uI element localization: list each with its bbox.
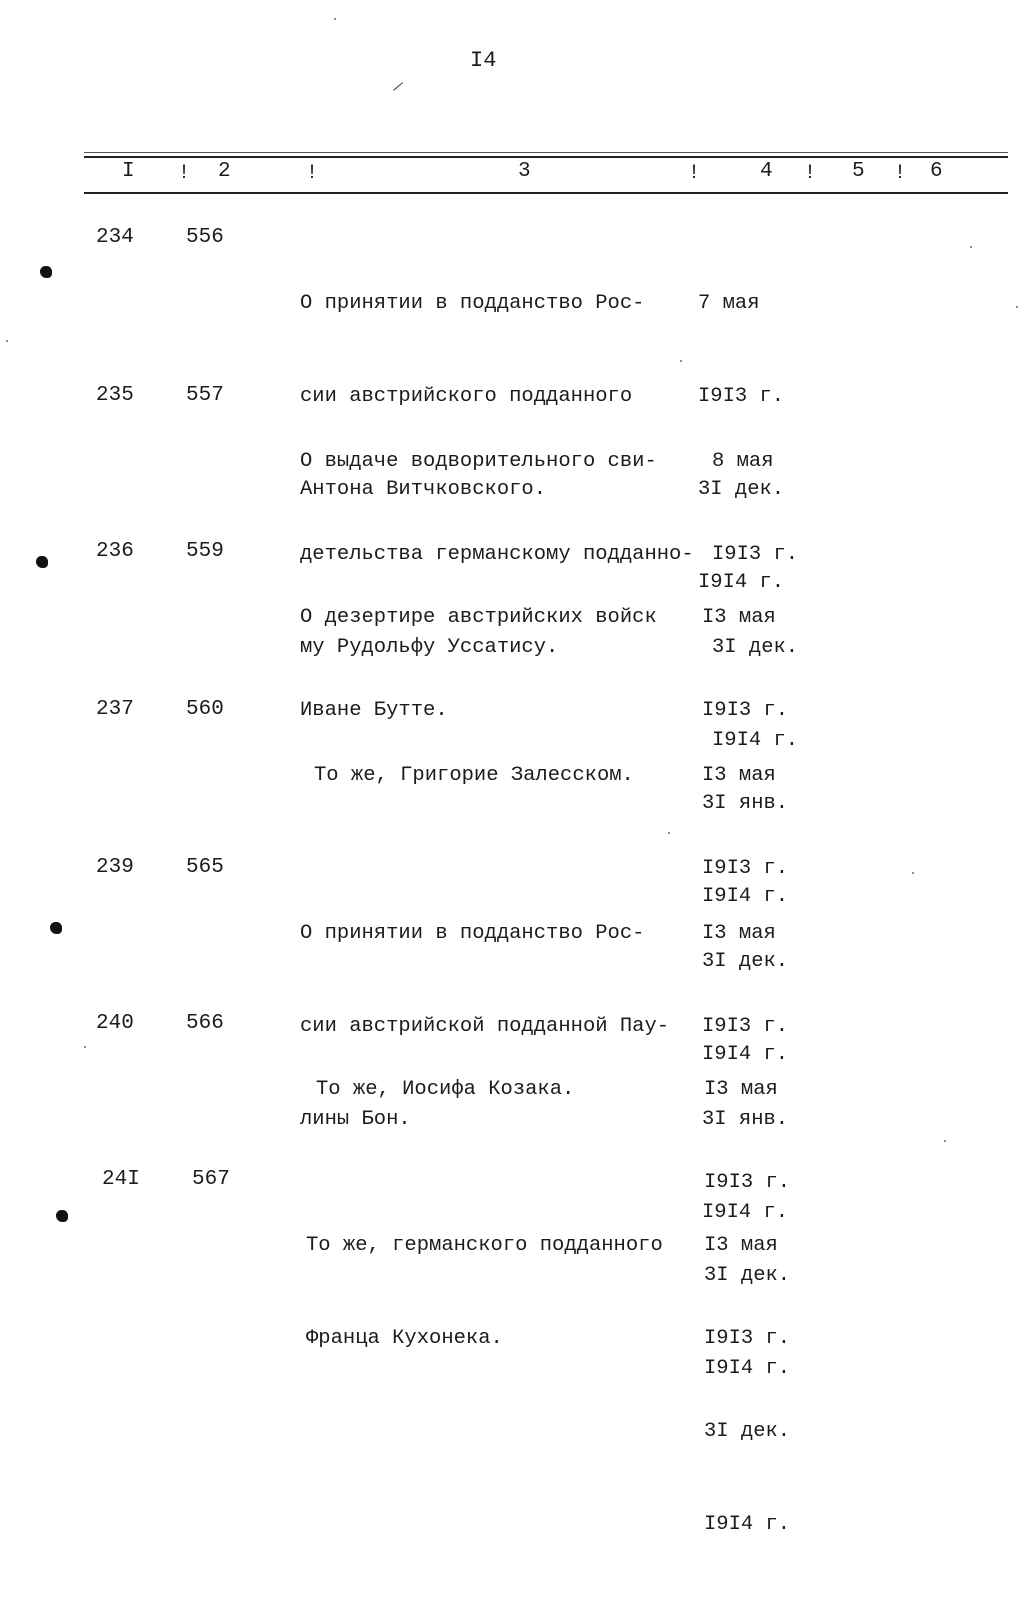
record-number: 236 [96,540,134,563]
punch-hole-mark [40,266,52,278]
date-line: 8 мая [712,450,774,473]
title-line: Франца Кухонека. [306,1327,503,1350]
date-line: I9I4 г. [712,729,799,752]
file-number: 566 [186,1012,224,1035]
record-title [306,1168,663,1416]
title-line: О выдаче водворительного сви- [300,450,657,473]
table-top-rule [84,156,1008,158]
punch-hole-mark [56,1210,68,1222]
date-line: 7 мая [698,292,760,315]
speck [944,1140,946,1142]
date-line: I9I3 г. [698,385,785,408]
punch-hole-mark [50,922,62,934]
header-col-2: 2 [218,160,231,183]
title-line: му Рудольфу Уссатису. [300,636,559,659]
header-col-6: 6 [930,160,943,183]
record-title [316,1012,574,1167]
title-line: Иване Бутте. [300,699,448,722]
date-line: I9I4 г. [704,1513,791,1536]
header-col-5: 5 [852,160,865,183]
date-line: I9I4 г. [702,1201,789,1224]
date-line: 3I янв. [702,792,789,815]
date-line: 3I дек. [712,636,799,659]
title-line: лины Бон. [300,1108,411,1131]
date-line: I9I4 г. [702,1043,789,1066]
speck [84,1046,86,1048]
title-line: Антона Витчковского. [300,478,547,501]
date-line: 3I дек. [702,950,789,973]
file-number: 560 [186,698,224,721]
title-line: То же, Григорие Залесском. [314,764,634,787]
table-row [0,1168,1024,1536]
header-separator: ! [804,162,817,185]
date-line: 3I дек. [704,1264,791,1287]
speck [1016,306,1018,308]
date-line: I9I3 г. [704,1327,791,1350]
speck [668,832,670,834]
date-line: I3 мая [704,1234,778,1257]
date-line: I9I3 г. [704,1171,791,1194]
record-number: 240 [96,1012,134,1035]
pencil-mark [393,82,403,90]
date-line: 3I дек. [698,478,785,501]
header-separator: ! [894,162,907,185]
page-number: I4 [470,48,497,73]
file-number: 567 [192,1168,230,1191]
speck [912,872,914,874]
date-line: I3 мая [704,1078,778,1101]
date-line: I3 мая [702,764,776,787]
file-number: 556 [186,226,224,249]
speck [970,246,972,248]
date-line: I9I4 г. [704,1357,791,1380]
title-line: детельства германскому подданно- [300,543,694,566]
punch-hole-mark [36,556,48,568]
record-dates [704,1168,790,1602]
table-header-rule [84,192,1008,194]
date-line: I9I3 г. [702,699,789,722]
record-title [314,698,634,853]
date-line: I9I3 г. [702,1015,789,1038]
speck [680,360,682,362]
title-line: О принятии в подданство Рос- [300,292,645,315]
header-separator: ! [306,162,319,185]
record-number: 237 [96,698,134,721]
date-line: I9I4 г. [698,571,785,594]
record-number: 234 [96,226,134,249]
title-line: То же, германского подданного [306,1234,663,1257]
header-col-4: 4 [760,160,773,183]
date-line: I9I3 г. [702,857,789,880]
date-line: I3 мая [702,922,776,945]
title-line: сии австрийской подданной Пау- [300,1015,670,1038]
speck [6,340,8,342]
table-top-rule-thin [84,152,1008,153]
title-line: О принятии в подданство Рос- [300,922,645,945]
speck [334,18,336,20]
file-number: 565 [186,856,224,879]
file-number: 559 [186,540,224,563]
date-line: I9I3 г. [712,543,799,566]
header-separator: ! [688,162,701,185]
record-number: 24I [102,1168,140,1191]
file-number: 557 [186,384,224,407]
title-line: То же, Иосифа Козака. [316,1078,575,1101]
date-line: 3I дек. [704,1420,791,1443]
title-line: сии австрийского подданного [300,385,633,408]
date-line: 3I янв. [702,1108,789,1131]
date-line: I3 мая [702,606,776,629]
title-line: О дезертире австрийских войск [300,606,657,629]
header-col-3: 3 [518,160,531,183]
header-col-1: I [122,160,135,183]
record-number: 235 [96,384,134,407]
record-number: 239 [96,856,134,879]
header-separator: ! [178,162,191,185]
date-line: I9I4 г. [702,885,789,908]
